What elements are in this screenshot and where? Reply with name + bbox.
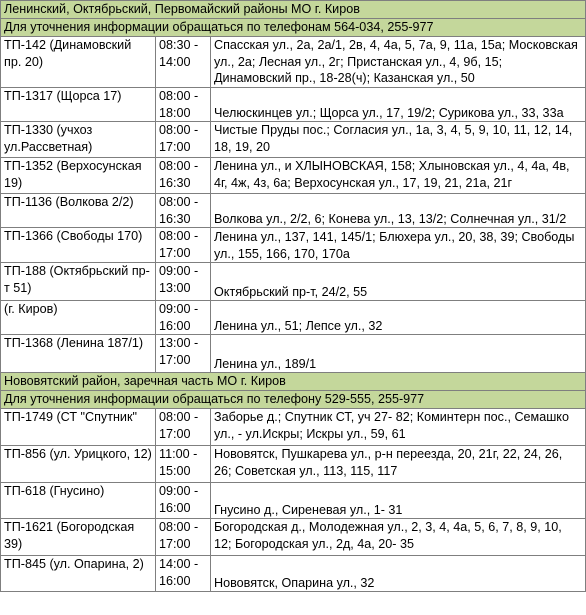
- region-header: Нововятский район, заречная часть МО г. Киров: [1, 373, 586, 391]
- time-cell: 11:00 - 15:00: [156, 446, 211, 483]
- time-cell: 09:00 - 13:00: [156, 263, 211, 301]
- substation-cell: ТП-1352 (Верхосунская 19): [1, 158, 156, 194]
- table-row: [1, 335, 586, 373]
- region-header-row: [1, 1, 586, 19]
- time-cell: 08:00 - 16:30: [156, 194, 211, 228]
- address-cell: Нововятск, Опарина ул., 32: [211, 556, 586, 592]
- table-row: [1, 446, 586, 483]
- address-cell: Нововятск, Пушкарева ул., р-н переезда, 20, 21г, 22, 24, 26, 26; Советская ул., 113, 115, 117: [211, 446, 586, 483]
- time-cell: 08:30 - 14:00: [156, 37, 211, 88]
- substation-cell: ТП-856 (ул. Урицкого, 12): [1, 446, 156, 483]
- time-cell: 08:00 - 17:00: [156, 122, 211, 158]
- time-cell: 08:00 - 16:30: [156, 158, 211, 194]
- address-cell: Октябрьский пр-т, 24/2, 55: [211, 263, 586, 301]
- time-cell: 09:00 - 16:00: [156, 483, 211, 519]
- table-row: [1, 409, 586, 446]
- substation-cell: ТП-142 (Динамовский пр. 20): [1, 37, 156, 88]
- region-header: Ленинский, Октябрьский, Первомайский районы МО г. Киров: [1, 1, 586, 19]
- time-cell: 08:00 - 17:00: [156, 519, 211, 556]
- table-row: [1, 88, 586, 122]
- address-cell: Ленина ул., 51; Лепсе ул., 32: [211, 301, 586, 335]
- substation-cell: ТП-188 (Октябрьский пр-т 51): [1, 263, 156, 301]
- time-cell: 13:00 - 17:00: [156, 335, 211, 373]
- address-cell: Ленина ул., и ХЛЫНОВСКАЯ, 158; Хлыновская ул., 4, 4а, 4в, 4г, 4ж, 4з, 6а; Верхосунская ул., 17, 19, 21, 21а, 21г: [211, 158, 586, 194]
- table-row: [1, 158, 586, 194]
- region-header-row: [1, 373, 586, 391]
- address-cell: Волкова ул., 2/2, 6; Конева ул., 13, 13/2; Солнечная ул., 31/2: [211, 194, 586, 228]
- contact-info: Для уточнения информации обращаться по телефону 529-555, 255-977: [1, 391, 586, 409]
- substation-cell: ТП-1621 (Богородская 39): [1, 519, 156, 556]
- address-cell: Богородская д., Молодежная ул., 2, 3, 4, 4а, 5, 6, 7, 8, 9, 10, 12; Богородская ул., 2д, 4а, 20- 35: [211, 519, 586, 556]
- substation-cell: (г. Киров): [1, 301, 156, 335]
- substation-cell: ТП-1368 (Ленина 187/1): [1, 335, 156, 373]
- time-cell: 08:00 - 17:00: [156, 409, 211, 446]
- contact-row: [1, 391, 586, 409]
- substation-cell: ТП-1330 (учхоз ул.Рассветная): [1, 122, 156, 158]
- time-cell: 08:00 - 18:00: [156, 88, 211, 122]
- table-row: [1, 301, 586, 335]
- substation-cell: ТП-1136 (Волкова 2/2): [1, 194, 156, 228]
- address-cell: Ленина ул., 189/1: [211, 335, 586, 373]
- address-cell: Заборье д.; Спутник СТ, уч 27- 82; Коминтерн пос., Семашко ул., - ул.Искры; Искры ул., 59, 61: [211, 409, 586, 446]
- table-row: [1, 194, 586, 228]
- table-row: [1, 228, 586, 263]
- substation-cell: ТП-1317 (Щорса 17): [1, 88, 156, 122]
- table-row: [1, 483, 586, 519]
- table-row: [1, 263, 586, 301]
- substation-cell: ТП-845 (ул. Опарина, 2): [1, 556, 156, 592]
- table-row: [1, 122, 586, 158]
- time-cell: 09:00 - 16:00: [156, 301, 211, 335]
- contact-info: Для уточнения информации обращаться по телефонам 564-034, 255-977: [1, 19, 586, 37]
- table-row: [1, 556, 586, 592]
- address-cell: Челюскинцев ул.; Щорса ул., 17, 19/2; Сурикова ул., 33, 33а: [211, 88, 586, 122]
- table-row: [1, 37, 586, 88]
- contact-row: [1, 19, 586, 37]
- substation-cell: ТП-618 (Гнусино): [1, 483, 156, 519]
- time-cell: 14:00 - 16:00: [156, 556, 211, 592]
- address-cell: Спасская ул., 2а, 2а/1, 2в, 4, 4а, 5, 7а, 9, 11а, 15а; Московская ул., 2а; Лесная ул., 2г; Пристанская ул., 4, 9б, 15; Динамовский пр., 18-28(ч); Казанская ул., 50: [211, 37, 586, 88]
- address-cell: Гнусино д., Сиреневая ул., 1- 31: [211, 483, 586, 519]
- address-cell: Чистые Пруды пос.; Согласия ул., 1а, 3, 4, 5, 9, 10, 11, 12, 14, 18, 19, 20: [211, 122, 586, 158]
- address-cell: Ленина ул., 137, 141, 145/1; Блюхера ул., 20, 38, 39; Свободы ул., 155, 166, 170, 170а: [211, 228, 586, 263]
- substation-cell: ТП-1749 (СТ "Спутник": [1, 409, 156, 446]
- table-row: [1, 519, 586, 556]
- time-cell: 08:00 - 17:00: [156, 228, 211, 263]
- substation-cell: ТП-1366 (Свободы 170): [1, 228, 156, 263]
